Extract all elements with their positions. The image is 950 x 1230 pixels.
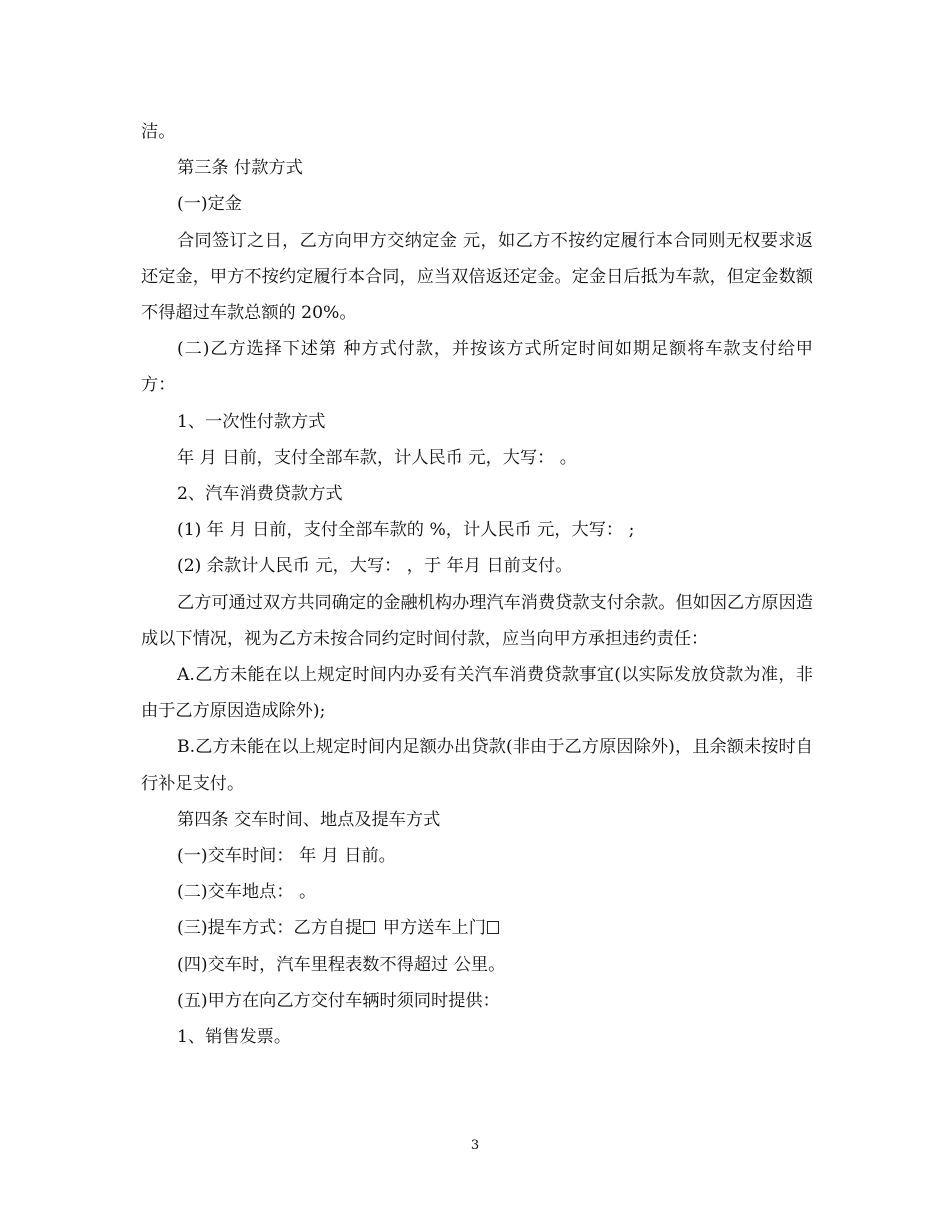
loan-conditions-clause: 乙方可通过双方共同确定的金融机构办理汽车消费贷款支付余款。但如因乙方原因造成以下情况，视为乙方未按合同约定时间付款，应当向甲方承担违约责任： [141, 592, 813, 649]
sales-invoice-item: 1、销售发票。 [177, 1027, 292, 1048]
lump-sum-heading: 1、一次性付款方式 [177, 411, 326, 432]
article-4-heading: 第四条 交车时间、地点及提车方式 [177, 809, 441, 830]
delivery-option-self-pickup: 乙方自提 [293, 918, 363, 939]
delivery-location: (二)交车地点： 。 [177, 882, 317, 903]
loan-item-1: (1) 年 月 日前，支付全部车款的 %，计人民币 元，大写： ; [177, 520, 635, 541]
payment-choice-clause: (二)乙方选择下述第 种方式付款，并按该方式所定时间如期足额将车款支付给甲方： [141, 339, 813, 396]
self-pickup-checkbox[interactable] [363, 921, 375, 934]
lump-sum-clause: 年 月 日前，支付全部车款，计人民币 元，大写： 。 [177, 447, 577, 468]
door-delivery-checkbox[interactable] [487, 921, 499, 934]
paragraph-continuation: 洁。 [141, 122, 176, 142]
condition-b: B.乙方未能在以上规定时间内足额办出贷款(非由于乙方原因除外)，且余额未按时自行补足支付。 [141, 737, 813, 794]
delivery-method-label: (三)提车方式： [177, 918, 294, 939]
delivery-time: (一)交车时间： 年 月 日前。 [177, 846, 396, 867]
documents-required: (五)甲方在向乙方交付车辆时须同时提供： [177, 990, 500, 1011]
delivery-method [141, 910, 813, 946]
deposit-subheading: (一)定金 [177, 194, 242, 215]
condition-a: A.乙方未能在以上规定时间内办妥有关汽车消费贷款事宜(以实际发放贷款为准，非由于乙方原因造成除外); [141, 665, 813, 722]
document-body [141, 114, 813, 1055]
deposit-clause: 合同签订之日，乙方向甲方交纳定金 元，如乙方不按约定履行本合同则无权要求返还定金，甲方不按约定履行本合同，应当双倍返还定金。定金日后抵为车款，但定金数额不得超过车款总额的 20%。 [141, 230, 813, 324]
delivery-option-door-delivery: 甲方送车上门 [382, 918, 486, 939]
loan-item-2: (2) 余款计人民币 元，大写： ，于 年月 日前支付。 [177, 556, 573, 577]
article-3-heading: 第三条 付款方式 [177, 158, 303, 179]
page-number: 3 [470, 1138, 480, 1153]
loan-heading: 2、汽车消费贷款方式 [177, 484, 343, 505]
odometer-limit: (四)交车时，汽车里程表数不得超过 公里。 [177, 954, 506, 975]
